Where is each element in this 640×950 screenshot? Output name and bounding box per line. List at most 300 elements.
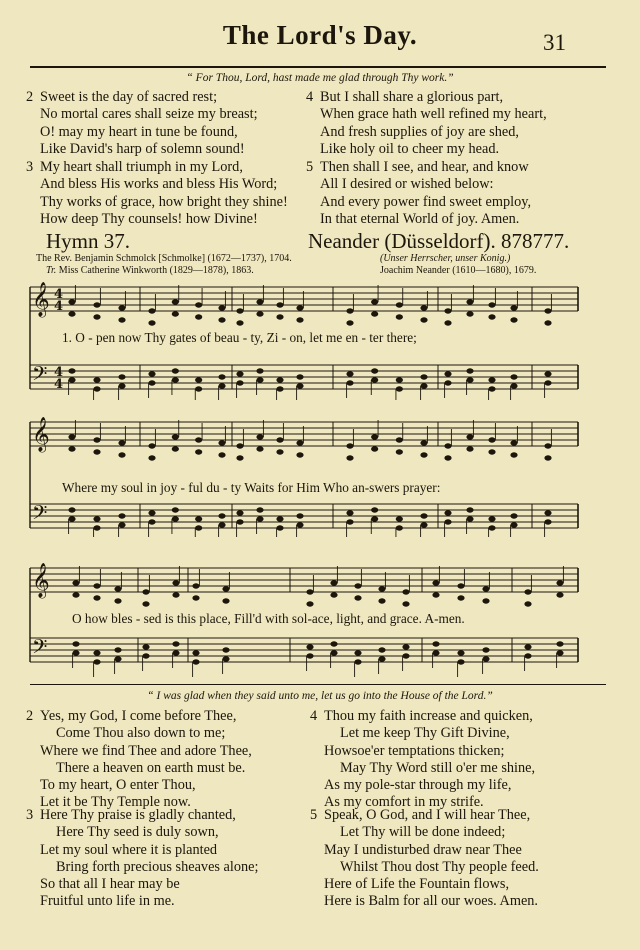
note-head (346, 519, 353, 524)
page-number: 31 (543, 30, 566, 55)
note-head (488, 386, 495, 391)
note-head (396, 377, 403, 382)
verse-line: Then shall I see, and hear, and know (320, 159, 529, 175)
note-head (296, 452, 303, 457)
verse-line: And every power find sweet employ, (320, 193, 532, 210)
treble-clef-icon: 𝄞 (32, 282, 50, 317)
music-bottom-rule (30, 684, 606, 685)
note-head (510, 305, 517, 310)
verse-number: 5 (310, 807, 318, 823)
verse-line: Like David's harp of solemn sound! (40, 140, 245, 157)
original-title: (Unser Herrscher, unser Konig.) (380, 253, 511, 264)
note-head (142, 601, 149, 606)
note-head (371, 507, 378, 512)
note-head (488, 437, 495, 442)
verse-line: And bless His works and bless His Word; (40, 176, 278, 193)
note-head (236, 519, 243, 524)
verse-line: As my comfort in my strife. (324, 794, 484, 811)
note-head (396, 449, 403, 454)
translator-prefix: Tr. (46, 265, 57, 276)
note-head (118, 452, 125, 457)
treble-clef-icon: 𝄞 (32, 563, 50, 598)
verse-line: My heart shall triumph in my Lord, (40, 159, 243, 175)
verse-line: But I shall share a glorious part, (320, 89, 504, 105)
note-head (510, 522, 517, 527)
note-head (544, 380, 551, 385)
note-head (306, 601, 313, 606)
note-head (93, 595, 100, 600)
time-signature: 4 (54, 377, 64, 392)
verse-line: Let me keep Thy Gift Divine, (340, 725, 510, 742)
note-head (236, 308, 243, 313)
note-head (420, 374, 427, 379)
note-head (510, 513, 517, 518)
verse-line: Where we find Thee and adore Thee, (40, 742, 252, 759)
verse-bottom-2 (26, 708, 252, 812)
note-head (93, 377, 100, 382)
note-head (192, 650, 199, 655)
verse-line: No mortal cares shall seize my breast; (40, 106, 258, 123)
note-head (172, 507, 179, 512)
note-head (432, 580, 439, 585)
note-head (218, 452, 225, 457)
note-head (195, 437, 202, 442)
lyrics-line-2: Where my soul in joy - ful du - ty Waits for Him Who an-swers prayer: (62, 480, 441, 495)
verse-line: Bring forth precious sheaves alone; (56, 858, 259, 875)
music-system-2 (0, 412, 640, 537)
note-head (378, 598, 385, 603)
note-head (306, 589, 313, 594)
note-head (510, 383, 517, 388)
note-head (296, 522, 303, 527)
note-head (222, 586, 229, 591)
verse-line: Let Thy will be done indeed; (340, 824, 506, 841)
note-head (114, 647, 121, 652)
verse-line: And fresh supplies of joy are shed, (320, 123, 519, 140)
note-head (371, 446, 378, 451)
note-head (114, 586, 121, 591)
note-head (466, 434, 473, 439)
note-head (192, 659, 199, 664)
verse-line: O! may my heart in tune be found, (40, 123, 238, 140)
note-head (68, 368, 75, 373)
note-head (396, 314, 403, 319)
note-head (148, 510, 155, 515)
note-head (118, 374, 125, 379)
verse-line: So that all I hear may be (40, 876, 180, 893)
note-head (236, 443, 243, 448)
note-head (556, 641, 563, 646)
note-head (432, 641, 439, 646)
note-head (68, 299, 75, 304)
note-head (420, 440, 427, 445)
note-head (444, 519, 451, 524)
verse-bottom-3 (26, 807, 258, 911)
author-credit: The Rev. Benjamin Schmolck [Schmolke] (1672—1737), 1704. (36, 253, 292, 264)
note-head (466, 311, 473, 316)
note-head (236, 455, 243, 460)
verse-number: 3 (26, 807, 34, 823)
note-head (296, 513, 303, 518)
note-head (466, 299, 473, 304)
note-head (488, 525, 495, 530)
note-head (432, 592, 439, 597)
note-head (172, 377, 179, 382)
note-head (466, 507, 473, 512)
verse-line: Thou my faith increase and quicken, (324, 708, 533, 724)
note-head (276, 437, 283, 442)
note-head (72, 592, 79, 597)
note-head (218, 317, 225, 322)
note-head (296, 305, 303, 310)
note-head (148, 455, 155, 460)
note-head (420, 317, 427, 322)
verse-line: To my heart, O enter Thou, (40, 777, 196, 794)
bass-clef-icon: 𝄢 (32, 362, 48, 390)
note-head (330, 580, 337, 585)
note-head (195, 449, 202, 454)
note-head (172, 592, 179, 597)
note-head (222, 647, 229, 652)
note-head (420, 452, 427, 457)
verse-line: May Thy Word still o'er me shine, (340, 759, 536, 776)
note-head (118, 305, 125, 310)
note-head (354, 650, 361, 655)
verse-number: 4 (310, 708, 318, 724)
note-head (68, 516, 75, 521)
note-head (148, 320, 155, 325)
page-title: The Lord's Day. (222, 20, 418, 50)
note-head (466, 368, 473, 373)
note-head (72, 650, 79, 655)
note-head (93, 516, 100, 521)
note-head (524, 589, 531, 594)
verse-number: 2 (26, 708, 34, 724)
note-head (330, 650, 337, 655)
note-head (482, 656, 489, 661)
verse-line: As my pole-star through my life, (324, 777, 512, 794)
note-head (195, 302, 202, 307)
note-head (93, 386, 100, 391)
note-head (544, 510, 551, 515)
note-head (93, 437, 100, 442)
note-head (114, 656, 121, 661)
note-head (236, 510, 243, 515)
note-head (142, 589, 149, 594)
note-head (148, 519, 155, 524)
verse-number: 4 (306, 89, 314, 105)
note-head (444, 380, 451, 385)
verse-bottom-5 (310, 807, 539, 911)
note-head (402, 644, 409, 649)
note-head (444, 371, 451, 376)
note-head (378, 586, 385, 591)
note-head (148, 371, 155, 376)
note-head (148, 308, 155, 313)
note-head (420, 522, 427, 527)
note-head (444, 510, 451, 515)
note-head (276, 386, 283, 391)
verse-number: 3 (26, 159, 34, 175)
note-head (396, 516, 403, 521)
note-head (172, 650, 179, 655)
verse-top-2 (26, 89, 258, 158)
verse-bottom-4 (310, 708, 535, 812)
verse-line: Come Thou also down to me; (56, 725, 226, 742)
note-head (218, 440, 225, 445)
note-head (330, 641, 337, 646)
verse-line: Here is Balm for all our woes. Amen. (324, 893, 539, 910)
verse-line: Speak, O God, and I will hear Thee, (324, 807, 531, 823)
note-head (306, 653, 313, 658)
note-head (346, 443, 353, 448)
note-head (148, 380, 155, 385)
note-head (236, 371, 243, 376)
verse-line: Sweet is the day of sacred rest; (40, 89, 218, 105)
time-signature: 4 (54, 365, 64, 380)
note-head (256, 516, 263, 521)
note-head (296, 440, 303, 445)
note-head (68, 446, 75, 451)
note-head (396, 437, 403, 442)
note-head (118, 383, 125, 388)
composer-credit: Joachim Neander (1610—1680), 1679. (380, 265, 537, 276)
note-head (218, 305, 225, 310)
note-head (488, 314, 495, 319)
note-head (544, 519, 551, 524)
note-head (114, 598, 121, 603)
note-head (457, 583, 464, 588)
note-head (482, 598, 489, 603)
note-head (371, 434, 378, 439)
verse-line: Let it be Thy Temple now. (40, 794, 191, 811)
note-head (256, 507, 263, 512)
note-head (256, 368, 263, 373)
note-head (488, 516, 495, 521)
note-head (346, 380, 353, 385)
note-head (256, 377, 263, 382)
verse-top-5 (306, 159, 531, 228)
note-head (488, 377, 495, 382)
note-head (330, 592, 337, 597)
verse-line: When grace hath well refined my heart, (320, 106, 547, 123)
tune-name: Neander (Düsseldorf). (308, 229, 496, 253)
note-head (371, 516, 378, 521)
verse-line: How deep Thy counsels! how Divine! (40, 210, 258, 227)
note-head (276, 525, 283, 530)
note-head (544, 308, 551, 313)
note-head (524, 644, 531, 649)
note-head (346, 455, 353, 460)
verse-line: Here Thy praise is gladly chanted, (40, 807, 236, 823)
note-head (354, 659, 361, 664)
note-head (256, 311, 263, 316)
note-head (93, 449, 100, 454)
note-head (378, 647, 385, 652)
verse-line: Fruitful unto life in me. (40, 893, 175, 910)
note-head (172, 516, 179, 521)
note-head (93, 583, 100, 588)
note-head (276, 314, 283, 319)
note-head (444, 308, 451, 313)
note-head (354, 583, 361, 588)
note-head (396, 525, 403, 530)
verse-line: There a heaven on earth must be. (56, 759, 246, 776)
time-signature: 4 (54, 299, 64, 314)
note-head (72, 641, 79, 646)
verse-line: Let my soul where it is planted (40, 841, 218, 858)
note-head (396, 386, 403, 391)
verse-line: Here of Life the Fountain flows, (324, 876, 510, 893)
note-head (346, 510, 353, 515)
verse-number: 2 (26, 89, 34, 105)
note-head (444, 320, 451, 325)
note-head (93, 525, 100, 530)
note-head (510, 452, 517, 457)
note-head (444, 455, 451, 460)
time-signature: 4 (54, 287, 64, 302)
note-head (444, 443, 451, 448)
note-head (420, 513, 427, 518)
note-head (68, 377, 75, 382)
note-head (195, 525, 202, 530)
note-head (276, 516, 283, 521)
lyrics-line-1: 1. O - pen now Thy gates of beau - ty, Zi - on, let me en - ter there; (62, 330, 417, 345)
note-head (118, 513, 125, 518)
note-head (306, 644, 313, 649)
note-head (118, 317, 125, 322)
note-head (296, 317, 303, 322)
note-head (142, 644, 149, 649)
note-head (296, 383, 303, 388)
note-head (402, 601, 409, 606)
note-head (276, 302, 283, 307)
note-head (420, 383, 427, 388)
verse-top-4 (306, 89, 547, 158)
note-head (172, 434, 179, 439)
note-head (148, 443, 155, 448)
note-head (118, 440, 125, 445)
note-head (544, 371, 551, 376)
note-head (256, 434, 263, 439)
bass-clef-icon: 𝄢 (32, 501, 48, 529)
note-head (172, 299, 179, 304)
note-head (118, 522, 125, 527)
tune-meter: 878777. (501, 229, 570, 253)
note-head (236, 320, 243, 325)
note-head (93, 314, 100, 319)
note-head (510, 317, 517, 322)
note-head (544, 455, 551, 460)
note-head (172, 580, 179, 585)
note-head (256, 299, 263, 304)
note-head (218, 522, 225, 527)
note-head (466, 446, 473, 451)
hymn-number: Hymn 37. (46, 229, 130, 253)
note-head (172, 641, 179, 646)
verse-line: Like holy oil to cheer my head. (320, 140, 500, 157)
note-head (488, 302, 495, 307)
treble-clef-icon: 𝄞 (32, 417, 50, 452)
note-head (142, 653, 149, 658)
bass-clef-icon: 𝄢 (32, 635, 48, 663)
note-head (93, 650, 100, 655)
note-head (466, 377, 473, 382)
note-head (195, 377, 202, 382)
note-head (195, 314, 202, 319)
epigraph-top: “ For Thou, Lord, hast made me glad through Thy work.” (186, 72, 454, 84)
note-head (371, 299, 378, 304)
verse-number: 5 (306, 159, 314, 175)
note-head (524, 653, 531, 658)
note-head (222, 656, 229, 661)
verse-line: All I desired or wished below: (320, 176, 494, 193)
translator-name: Miss Catherine Winkworth (1829—1878), 1863. (58, 265, 254, 276)
note-head (482, 586, 489, 591)
note-head (256, 446, 263, 451)
note-head (457, 595, 464, 600)
note-head (296, 374, 303, 379)
verse-line: Yes, my God, I come before Thee, (40, 708, 237, 724)
note-head (510, 440, 517, 445)
note-head (346, 308, 353, 313)
note-head (354, 595, 361, 600)
header-rule (30, 66, 606, 68)
note-head (276, 449, 283, 454)
epigraph-bottom: “ I was glad when they said unto me, let us go into the House of the Lord.” (147, 690, 493, 702)
note-head (396, 302, 403, 307)
verse-line: Thy works of grace, how bright they shine! (40, 193, 288, 210)
note-head (93, 659, 100, 664)
note-head (371, 311, 378, 316)
note-head (544, 443, 551, 448)
verse-line: In that eternal World of joy. Amen. (320, 210, 520, 227)
note-head (172, 311, 179, 316)
note-head (432, 650, 439, 655)
note-head (276, 377, 283, 382)
note-head (218, 383, 225, 388)
note-head (218, 513, 225, 518)
note-head (420, 305, 427, 310)
note-head (402, 653, 409, 658)
note-head (172, 368, 179, 373)
note-head (457, 659, 464, 664)
note-head (195, 516, 202, 521)
note-head (556, 592, 563, 597)
note-head (556, 650, 563, 655)
verse-line: Howsoe'er temptations thicken; (324, 742, 505, 759)
lyrics-line-3: O how bles - sed is this place, Fill'd with sol-ace, light, and grace. A-men. (72, 611, 465, 626)
note-head (371, 377, 378, 382)
note-head (172, 446, 179, 451)
note-head (195, 386, 202, 391)
note-head (68, 311, 75, 316)
note-head (482, 647, 489, 652)
note-head (72, 580, 79, 585)
note-head (544, 320, 551, 325)
note-head (218, 374, 225, 379)
verse-top-3 (26, 159, 288, 228)
note-head (488, 449, 495, 454)
note-head (510, 374, 517, 379)
verse-line: Here Thy seed is duly sown, (56, 824, 219, 841)
verse-line: May I undisturbed draw near Thee (324, 841, 522, 858)
note-head (222, 598, 229, 603)
note-head (68, 507, 75, 512)
note-head (457, 650, 464, 655)
note-head (556, 580, 563, 585)
note-head (378, 656, 385, 661)
